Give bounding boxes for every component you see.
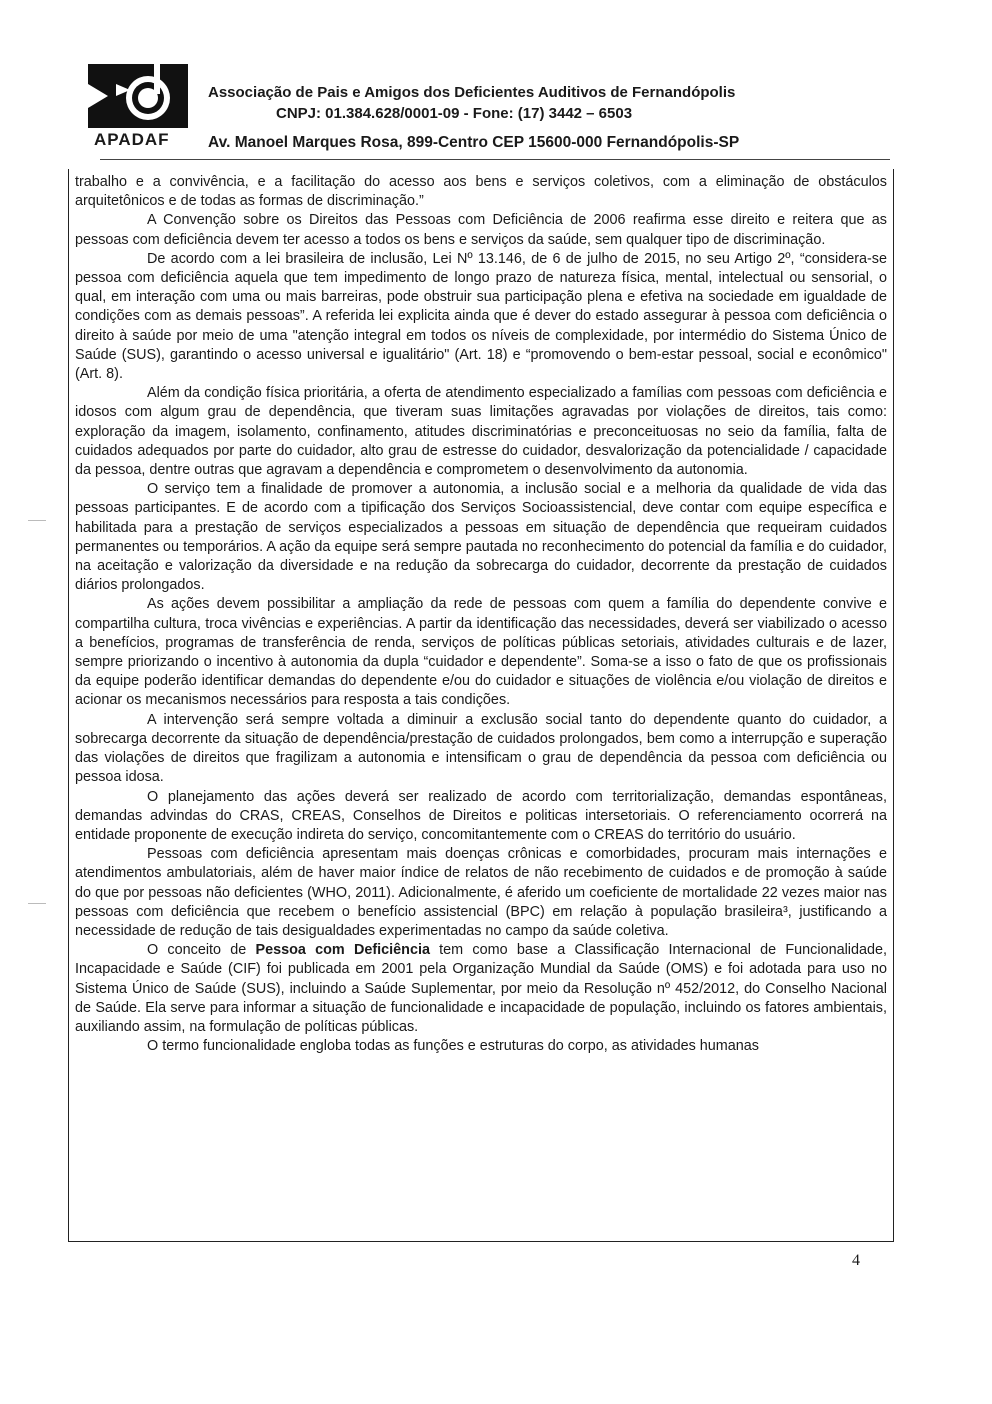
margin-mark [28, 903, 46, 904]
header-divider [100, 159, 890, 160]
paragraph-text: O conceito de [147, 942, 256, 959]
paragraph: De acordo com a lei brasileira de inclusão, Lei Nº 13.146, de 6 de julho de 2015, no seu Artigo 2º, “considera-se pessoa com deficiência aquela que tem impedimento de longo prazo de natureza física, mental, intelectual ou sensorial, o qual, em interação com uma ou mais barreiras, pode obstruir sua participação plena e efetiva na sociedade em igualdade de condições com as demais pessoas”. A referida lei explicita ainda que é dever do estado assegurar à pessoa com deficiência o direito à saúde por meio de uma "atenção integral em todos os níveis de complexidade, por intermédio do Sistema Único de Saúde (SUS), garantindo o acesso universal e igualitário" (Art. 18) e “promovendo o bem-estar pessoal, social e econômico" (Art. 8). [75, 250, 887, 383]
paragraph: trabalho e a convivência, e a facilitação do acesso aos bens e serviços coletivos, com a eliminação de obstáculos arquitetônicos e de todas as formas de discriminação.” [75, 174, 887, 210]
paragraph: Além da condição física prioritária, a oferta de atendimento especializado a famílias com pessoas com deficiência e idosos com algum grau de dependência, que tiveram suas limitações agravadas por violações de direitos, tais como: exploração da imagem, isolamento, confinamento, atitudes discriminatórias e preconceituosas no seio da família, falta de cuidados adequados por parte do cuidador, alto grau de estresse do cuidador, desvalorização da potencialidade / capacidade da pessoa, dentre outras que agravam a dependência e comprometem o desenvolvimento da autonomia. [75, 385, 887, 479]
paragraph: As ações devem possibilitar a ampliação da rede de pessoas com quem a família do dependente convive e compartilha cultura, troca vivências e experiências. A partir da identificação das necessidades, deverá ser viabilizado o acesso a benefícios, programas de transferência de renda, serviços de políticas públicas setoriais, atividades culturais e de lazer, sempre priorizando o incentivo à autonomia da dupla “cuidador e dependente”. Soma-se a isso o fato de que os profissionais da equipe poderão identificar demandas do dependente e/ou do cuidador e situações de violência e/ou violação de direitos e acionar os mecanismos necessários para resposta a tais condições. [75, 596, 887, 709]
paragraph: Pessoas com deficiência apresentam mais doenças crônicas e comorbidades, procuram mais internações e atendimentos ambulatoriais, além de haver maior índice de relatos de não recebimento de cuidados e de promoção à saúde do que por pessoas não deficientes (WHO, 2011). Adicionalmente, é aferido um coeficiente de mortalidade 22 vezes maior nas pessoas com deficiência que recebem o benefício assistencial (BPC) em relação à população brasileira³, justificando a necessidade de redução de tais desigualdades experimentadas no campo da saúde coletiva. [75, 846, 887, 939]
margin-mark [28, 520, 46, 521]
logo-text: APADAF [94, 130, 170, 149]
paragraph-text: tem como base a Classificação Internacional de Funcionalidade, Incapacidade e Saúde (CIF) foi publicada em 2001 pela Organização Mundial da Saúde (OMS) e foi adotada para uso no Sistema Único de Saúde (SUS), incluindo a Saúde Suplementar, por meio da Resolução nº 452/2012, do Conselho Nacional de Saúde. Ela serve para informar a situação de funcionalidade e incapacidade de população, incluindo os fatores ambientais, auxiliando assim, na formulação de políticas públicas. [75, 942, 887, 1035]
cnpj-phone: CNPJ: 01.384.628/0001-09 - Fone: (17) 3442 – 6503 [276, 105, 633, 122]
organization-name: Associação de Pais e Amigos dos Deficientes Auditivos de Fernandópolis [208, 84, 736, 101]
paragraph: A intervenção será sempre voltada a diminuir a exclusão social tanto do dependente quanto do cuidador, a sobrecarga decorrente da situação de dependência/prestação de cuidados prolongados, bem como a interrupção e superação das violações de direitos que fragilizam a autonomia e intensificam o grau de dependência da pessoa com deficiência ou pessoa idosa. [75, 711, 887, 786]
bold-term: Pessoa com Deficiência [255, 942, 430, 959]
paragraph: A Convenção sobre os Direitos das Pessoas com Deficiência de 2006 reafirma esse direito e reitera que as pessoas com deficiência devem ter acesso a todos os bens e serviços da saúde, sem qualquer tipo de discriminação. [75, 212, 887, 248]
paragraph: O planejamento das ações deverá ser realizado de acordo com territorialização, demandas espontâneas, demandas advindas do CRAS, CREAS, Conselhos de Direitos e politicas intersetoriais. O referenciamento ocorrerá na entidade proponente de execução indireta do serviço, concomitantemente com o CREAS do território do usuário. [75, 788, 887, 843]
paragraph: O serviço tem a finalidade de promover a autonomia, a inclusão social e a melhoria da qualidade de vida das pessoas participantes. E de acordo com a tipificação dos Serviços Socioassistencial, deve contar com equipe específica e habilitada para a prestação de serviços especializados a pessoas em situação de dependência que requeiram cuidados permanentes ou temporários. A ação da equipe será sempre pautada no reconhecimento do potencial da família e do cuidador, na aceitação e valorização da diversidade e na redução da sobrecarga do cuidador, decorrente da prestação de cuidados diários prolongados. [75, 481, 887, 594]
body-text-frame [68, 169, 894, 1242]
page-number: 4 [852, 1252, 860, 1269]
paragraph-cif [75, 941, 887, 1037]
address: Av. Manoel Marques Rosa, 899-Centro CEP 15600-000 Fernandópolis-SP [208, 134, 740, 151]
letterhead [84, 58, 896, 158]
paragraph: O termo funcionalidade engloba todas as funções e estruturas do corpo, as atividades humanas [147, 1038, 759, 1055]
